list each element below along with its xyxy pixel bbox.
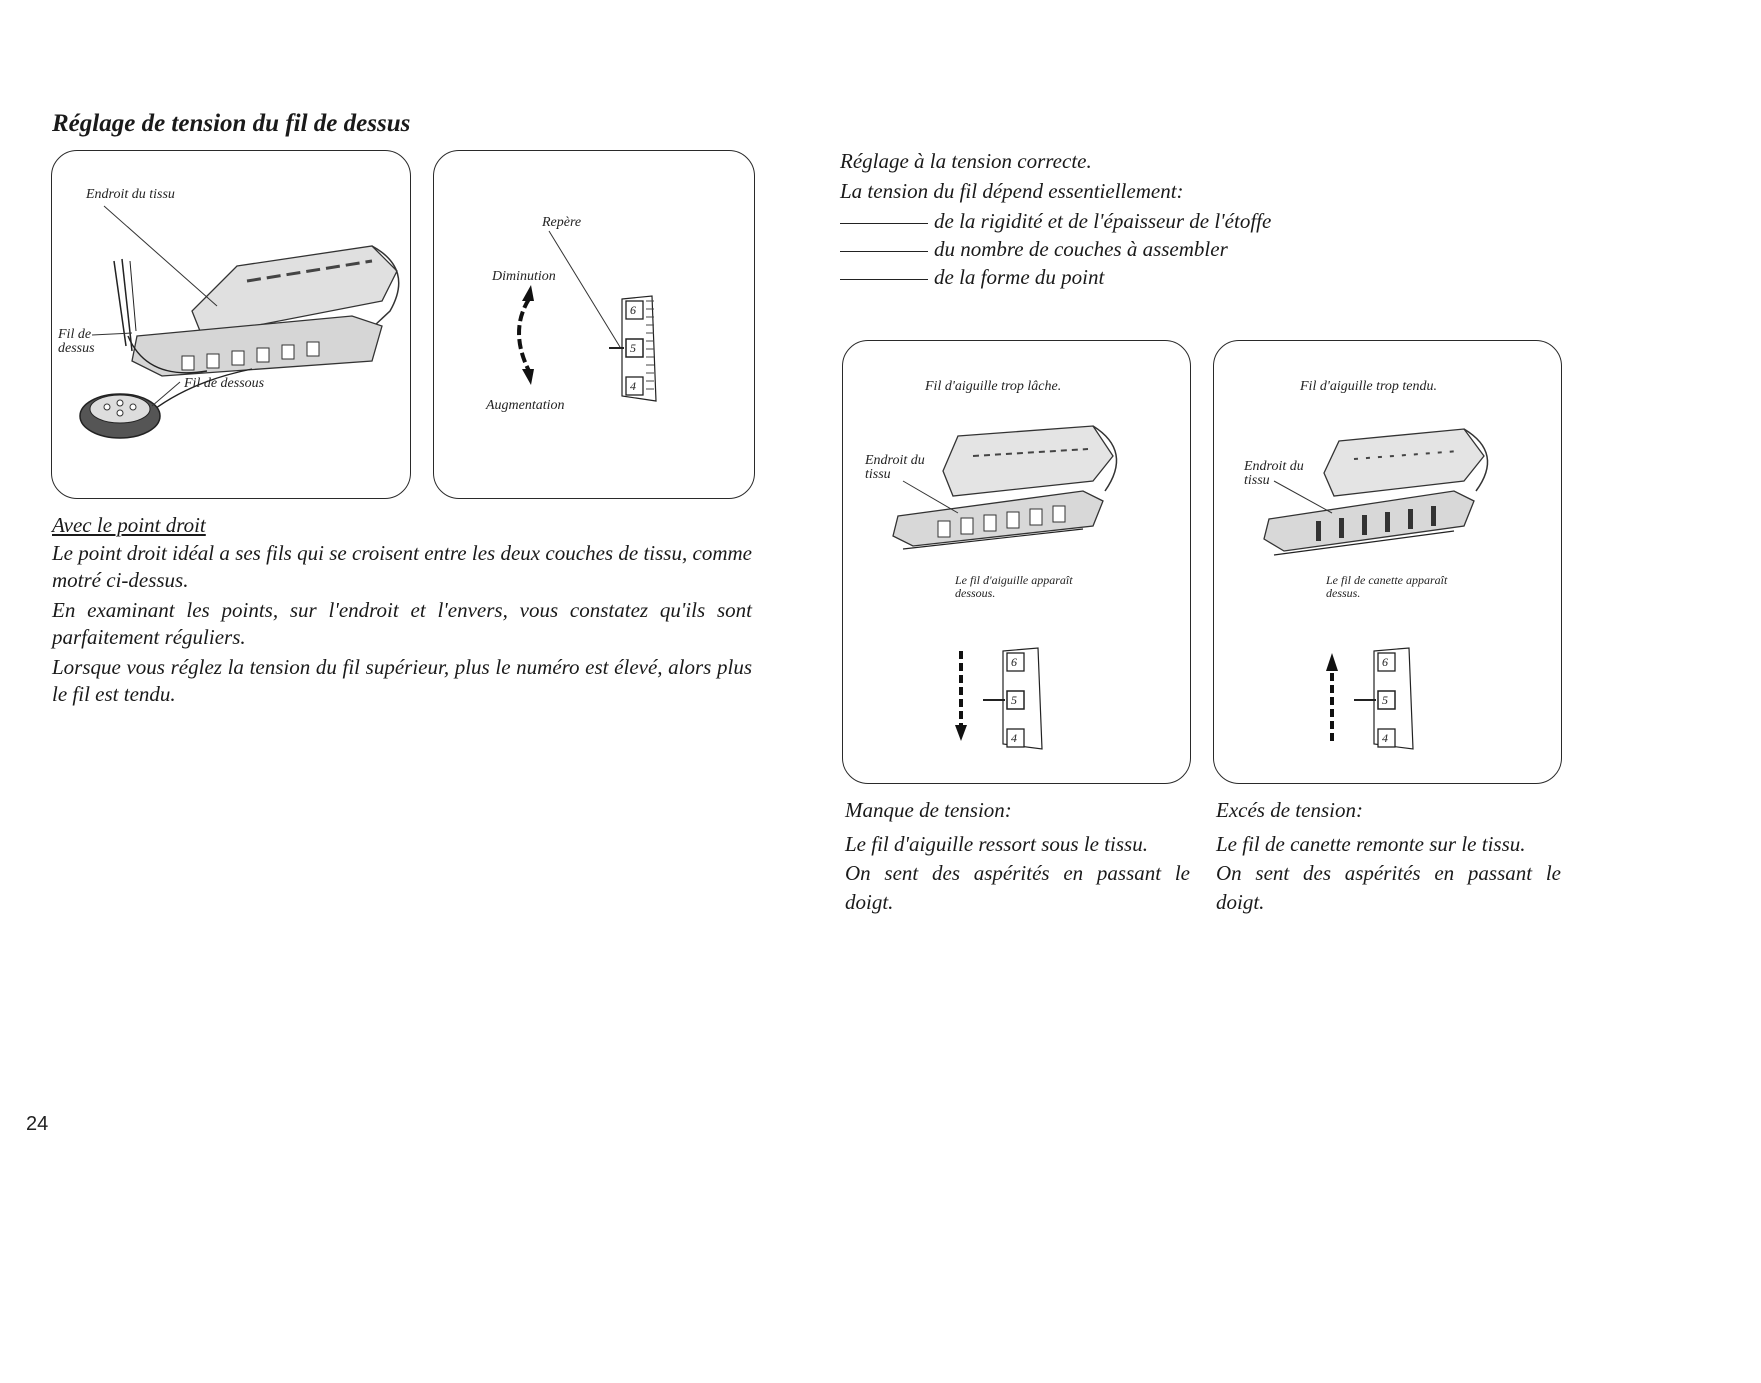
- dial-number-5: 5: [630, 341, 636, 355]
- panel-tight-title: Fil d'aiguille trop tendu.: [1300, 379, 1438, 394]
- figure-stitch-panel: [51, 150, 411, 499]
- dial-number-5: 5: [1382, 693, 1388, 707]
- panel-loose-title: Fil d'aiguille trop lâche.: [925, 379, 1062, 394]
- tight-tension-illustration: [1214, 341, 1561, 783]
- label-fil-de-dessous: Fil de dessous: [184, 376, 265, 391]
- list-item: [840, 236, 1228, 263]
- right-line-1: Réglage à la tension correcte.: [840, 149, 1092, 173]
- list-item: [840, 264, 1104, 291]
- figure-loose-panel: [842, 340, 1191, 784]
- stitch-illustration: [52, 151, 410, 498]
- dial-number-6: 6: [630, 303, 636, 317]
- caption-loose-heading: Manque de tension:: [845, 798, 1012, 822]
- label-fil-de-dessus-1: Fil de: [58, 327, 92, 342]
- label-fil-de-dessus-2: dessus: [58, 341, 95, 356]
- dash: [840, 251, 928, 252]
- paragraph-3: Lorsque vous réglez la tension du fil supérieur, plus le numéro est élevé, alors plus le fil est tendu.: [52, 655, 752, 706]
- page-number: 24: [26, 1113, 49, 1135]
- panel-loose-note-2: dessous.: [955, 586, 996, 600]
- label-repere: Repère: [542, 215, 582, 230]
- page-title: Réglage de tension du fil de dessus: [52, 110, 411, 137]
- dial-number-6: 6: [1011, 655, 1017, 669]
- paragraph-2: En examinant les points, sur l'endroit et l'envers, vous constatez qu'ils sont parfaitement réguliers.: [52, 598, 752, 649]
- tension-dial-illustration: [434, 151, 754, 498]
- caption-tight-text: On sent des aspérités en passant le doigt.: [1216, 861, 1561, 914]
- dial-number-5: 5: [1011, 693, 1017, 707]
- loose-tension-illustration: [843, 341, 1190, 783]
- panel-loose-note-1: Le fil d'aiguille apparaît: [955, 573, 1073, 587]
- label-endroit-du-tissu-2: tissu: [865, 467, 891, 482]
- dial-number-4: 4: [1382, 731, 1388, 745]
- panel-tight-note-1: Le fil de canette apparaît: [1326, 573, 1448, 587]
- paragraph-1: Le point droit idéal a ses fils qui se croisent entre les deux couches de tissu, comme motré ci-dessus.: [52, 541, 752, 592]
- right-line-2: La tension du fil dépend essentiellement:: [840, 179, 1184, 203]
- label-diminution: Diminution: [492, 269, 556, 284]
- caption-loose-line1: Le fil d'aiguille ressort sous le tissu.: [845, 832, 1148, 856]
- list-item-text: de la rigidité et de l'épaisseur de l'étoffe: [934, 209, 1272, 233]
- caption-loose-text: On sent des aspérités en passant le doigt.: [845, 861, 1190, 914]
- label-endroit-du-tissu-1: Endroit du: [865, 453, 925, 468]
- list-item-text: de la forme du point: [934, 265, 1105, 289]
- dial-number-4: 4: [1011, 731, 1017, 745]
- figure-tight-panel: [1213, 340, 1562, 784]
- list-item: [840, 208, 1271, 235]
- subheading-point-droit: Avec le point droit: [52, 513, 206, 537]
- dial-number-6: 6: [1382, 655, 1388, 669]
- label-endroit-du-tissu-1: Endroit du: [1244, 459, 1304, 474]
- dash: [840, 223, 928, 224]
- dial-number-4: 4: [630, 379, 636, 393]
- caption-tight-heading: Excés de tension:: [1216, 798, 1363, 822]
- dash: [840, 279, 928, 280]
- label-endroit-du-tissu: Endroit du tissu: [86, 187, 175, 202]
- figure-dial-panel: [433, 150, 755, 499]
- label-endroit-du-tissu-2: tissu: [1244, 473, 1270, 488]
- list-item-text: du nombre de couches à assembler: [934, 237, 1228, 261]
- panel-tight-note-2: dessus.: [1326, 586, 1361, 600]
- label-augmentation: Augmentation: [486, 398, 565, 413]
- caption-tight-line1: Le fil de canette remonte sur le tissu.: [1216, 832, 1526, 856]
